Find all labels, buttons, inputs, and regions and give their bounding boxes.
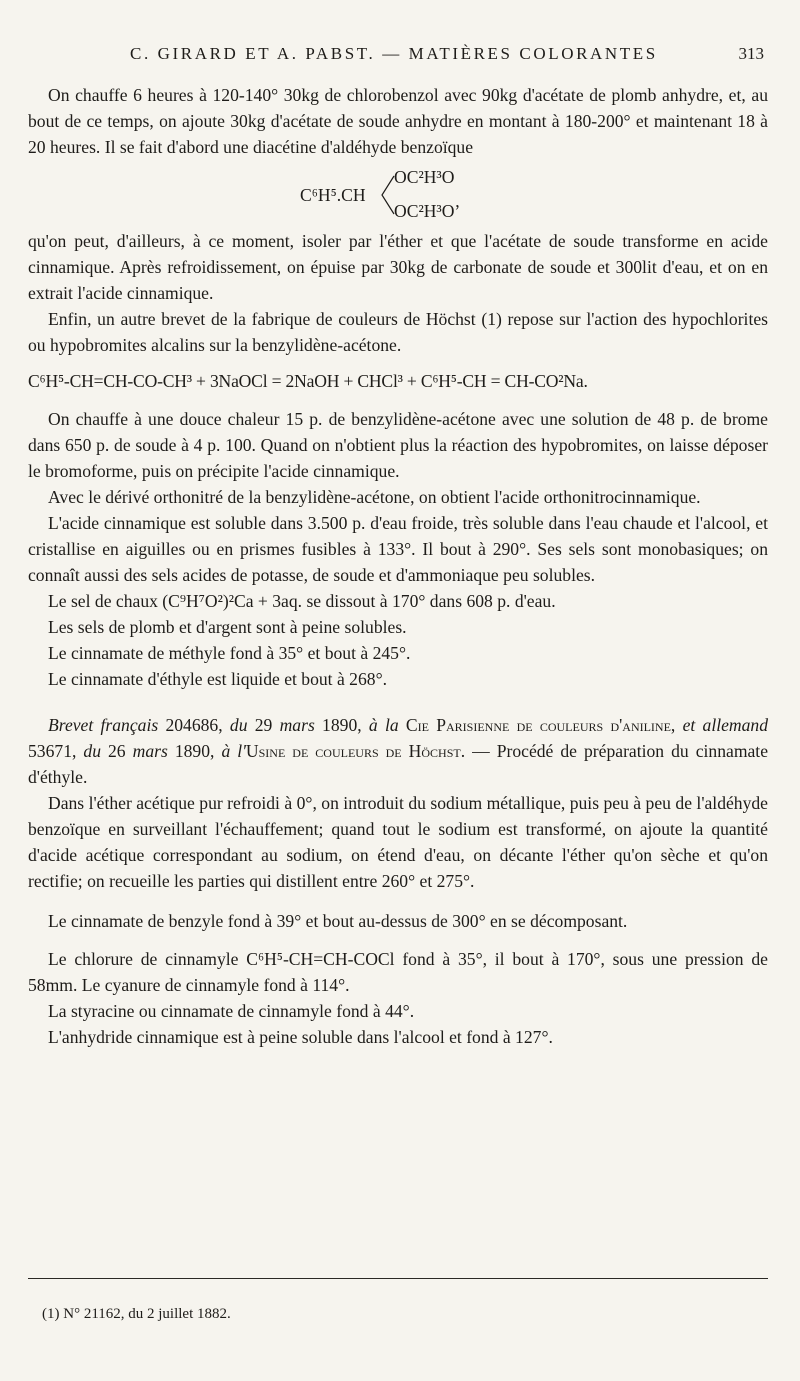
paragraph: Dans l'éther acétique pur refroidi à 0°, on introduit du sodium métallique, puis peu à peu de l'aldéhyde benzoïque en surveillant l'échauffement; quand tout le sodium est transformé, on ajoute la quantité d'acide acétique correspondant au sodium, on étend d'eau, on décante l'éther qu'on sèche et qu'on rectifie; on recueille les parties qui distillent entre 260° et 275°. <box>28 793 768 891</box>
page-number: 313 <box>738 44 764 63</box>
paragraph: Le cinnamate de méthyle fond à 35° et bout à 245°. <box>48 643 411 663</box>
patent-text: et allemand <box>682 715 769 735</box>
chemical-formula <box>28 162 768 228</box>
patent-text: 1890, <box>314 715 369 735</box>
paragraph: Enfin, un autre brevet de la fabrique de couleurs de Höchst (1) repose sur l'action des hypochlorites ou hypobromites alcalins sur la benzylidène-acétone. <box>28 309 768 355</box>
paragraph: On chauffe à une douce chaleur 15 p. de benzylidène-acétone avec une solution de 48 p. de brome dans 650 p. de soude à 4 p. 100. Quand on n'obtient plus la réaction des hypobromites, on laisse déposer le bromoforme, puis on précipite l'acide cinnamique. <box>28 409 768 481</box>
patent-text: 53671, <box>28 741 84 761</box>
running-title: C. GIRARD ET A. PABST. — MATIÈRES COLORANTES <box>130 44 658 63</box>
patent-text: mars <box>132 741 168 761</box>
patent-text: à l' <box>221 741 246 761</box>
patent-text: mars <box>279 715 315 735</box>
paragraph: Les sels de plomb et d'argent sont à peine solubles. <box>48 617 407 637</box>
patent-text: du <box>229 715 248 735</box>
paragraph: L'acide cinnamique est soluble dans 3.500 p. d'eau froide, très soluble dans l'eau chaude et l'alcool, et cristallise en aiguilles ou en prismes fusibles à 133°. Il bout à 290°. Ses sels sont monobasiques; on connaît aussi des sels acides de potasse, de soude et d'ammoniaque peu solubles. <box>28 513 768 585</box>
body-text <box>28 82 768 1050</box>
patent-text: 26 <box>101 741 133 761</box>
paragraph: On chauffe 6 heures à 120-140° 30kg de chlorobenzol avec 90kg d'acétate de plomb anhydre, et, au bout de ce temps, on ajoute 30kg d'acétate de soude anhydre en montant à 180-200° et maintenant 18 à 20 heures. Il se fait d'abord une diacétine d'aldéhyde benzoïque <box>28 85 768 157</box>
paragraph: Le cinnamate d'éthyle est liquide et bout à 268°. <box>48 669 388 689</box>
patent-text: à la <box>368 715 399 735</box>
footnote-rule <box>28 1278 768 1279</box>
patent-reference <box>28 712 768 790</box>
paragraph: L'anhydride cinnamique est à peine soluble dans l'alcool et fond à 127°. <box>48 1027 553 1047</box>
footnote: (1) N° 21162, du 2 juillet 1882. <box>42 1306 231 1322</box>
running-header <box>22 44 764 68</box>
patent-text: 204686, <box>158 715 230 735</box>
paragraph: qu'on peut, d'ailleurs, à ce moment, isoler par l'éther et que l'acétate de soude transforme en acide cinnamique. Après refroidissement, on épuise par 30kg de carbonate de soude et 300lit d'eau, et on en extrait l'acide cinnamique. <box>28 231 768 303</box>
paragraph: La styracine ou cinnamate de cinnamyle fond à 44°. <box>48 1001 415 1021</box>
formula-left: C⁶H⁵.CH <box>300 185 366 205</box>
formula-top: OC²H³O <box>394 167 455 187</box>
patent-text: 1890, <box>167 741 222 761</box>
paragraph: Avec le dérivé orthonitré de la benzylidène-acétone, on obtient l'acide orthonitrocinnamique. <box>48 487 701 507</box>
patent-text: 29 <box>247 715 280 735</box>
patent-text: du <box>83 741 101 761</box>
formula-bottom: OC²H³O’ <box>394 201 461 221</box>
paragraph: Le chlorure de cinnamyle C⁶H⁵-CH=CH-COCl fond à 35°, il bout à 170°, sous une pression de 58mm. Le cyanure de cinnamyle fond à 114°. <box>28 949 768 995</box>
patent-text: Usine de couleurs de Höchst. <box>245 741 466 761</box>
patent-text: — Procédé de préparation du cinnamate d'éthyle. <box>28 741 769 787</box>
patent-text: Brevet français <box>48 715 159 735</box>
patent-text: Cie Parisienne de couleurs d'aniline, <box>398 715 683 735</box>
chemical-equation: C⁶H⁵-CH=CH-CO-CH³ + 3NaOCl = 2NaOH + CHCl³ + C⁶H⁵-CH = CH-CO²Na. <box>28 371 588 391</box>
paragraph: Le sel de chaux (C⁹H⁷O²)²Ca + 3aq. se dissout à 170° dans 608 p. d'eau. <box>48 591 556 611</box>
paragraph: Le cinnamate de benzyle fond à 39° et bout au-dessus de 300° en se décomposant. <box>48 911 628 931</box>
